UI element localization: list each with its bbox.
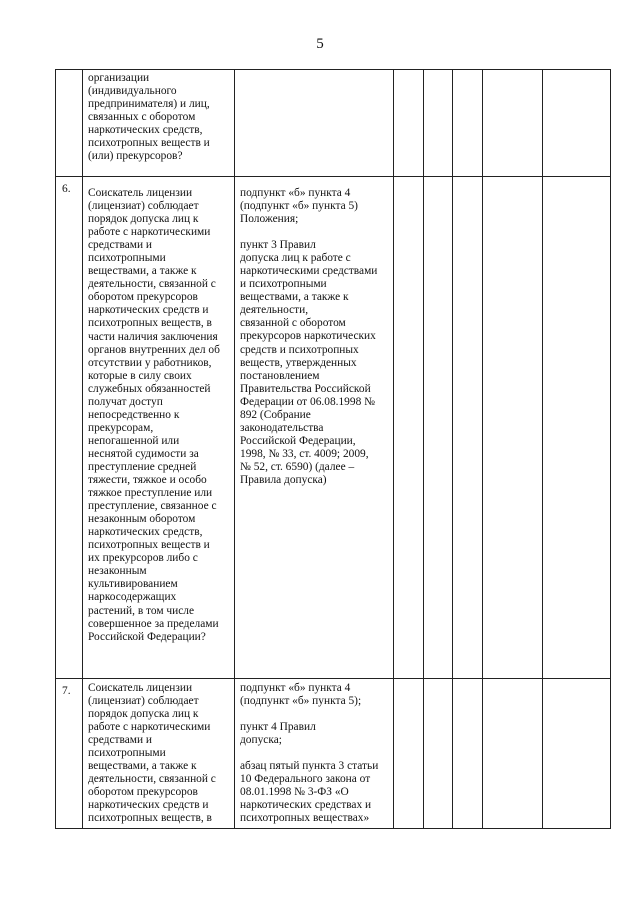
- text-line: органов внутренних дел об: [88, 343, 220, 356]
- text-line: наркосодержащих: [88, 591, 177, 604]
- text-line: незаконным оборотом: [88, 513, 196, 526]
- empty-answer-cell: [424, 70, 453, 177]
- empty-answer-cell: [394, 679, 424, 829]
- text-line: психотропными: [88, 747, 166, 760]
- text-line: законодательства: [240, 421, 324, 434]
- text-line: Федерации от 06.08.1998 №: [240, 395, 375, 408]
- text-line: предпринимателя) и лиц,: [88, 98, 210, 111]
- row-number: 7.: [62, 685, 71, 697]
- text-line: деятельности,: [240, 304, 309, 317]
- text-line: отсутствии у работников,: [88, 356, 212, 369]
- text-line: служебных обязанностей: [88, 382, 211, 395]
- legal-basis-cell: [235, 679, 394, 829]
- empty-answer-cell: [483, 679, 543, 829]
- legal-basis-cell: [235, 70, 394, 177]
- empty-answer-cell: [483, 177, 543, 679]
- text-line: веществами, а также к: [88, 265, 197, 278]
- empty-answer-cell: [483, 70, 543, 177]
- text-line: (подпункт «б» пункта 5);: [240, 695, 362, 708]
- text-line: № 52, ст. 6590) (далее –: [240, 460, 355, 473]
- text-line: средств и психотропных: [240, 343, 359, 356]
- text-line: которые в силу своих: [88, 369, 192, 382]
- text-line: наркотических средств и: [88, 799, 209, 812]
- text-line: 08.01.1998 № 3-ФЗ «О: [240, 786, 349, 799]
- text-line: культивированием: [88, 578, 178, 591]
- table-row: [56, 70, 611, 177]
- text-line: связанной с оборотом: [240, 317, 346, 330]
- table-row: [56, 679, 611, 829]
- text-line: (лицензиат) соблюдает: [88, 695, 199, 708]
- text-line: допуска;: [240, 734, 282, 747]
- text-line: оборотом прекурсоров: [88, 291, 198, 304]
- text-line: части наличия заключения: [88, 330, 218, 343]
- row-number: 6.: [62, 183, 71, 195]
- empty-answer-cell: [453, 177, 483, 679]
- empty-answer-cell: [543, 177, 611, 679]
- text-line: психотропными: [88, 252, 166, 265]
- text-line: Российской Федерации?: [88, 630, 206, 643]
- text-line: веществами, а также к: [240, 291, 349, 304]
- legal-basis-cell: [235, 177, 394, 679]
- text-line: наркотическими средствами: [240, 265, 378, 278]
- row-number-cell: [56, 679, 83, 829]
- text-line: (лицензиат) соблюдает: [88, 200, 199, 213]
- text-line: незаконным: [88, 565, 147, 578]
- text-line: психотропных веществ и: [88, 539, 210, 552]
- text-line: постановлением: [240, 369, 320, 382]
- text-line: 892 (Собрание: [240, 408, 311, 421]
- text-line: (или) прекурсоров?: [88, 150, 183, 163]
- text-line: работе с наркотическими: [88, 721, 211, 734]
- text-line: Соискатель лицензии: [88, 187, 193, 199]
- requirement-cell: [83, 679, 235, 829]
- text-line: наркотических средств,: [88, 124, 203, 137]
- text-line: связанных с оборотом: [88, 111, 196, 124]
- text-line: тяжкое преступление или: [88, 487, 213, 500]
- text-line: пункт 3 Правил: [240, 239, 316, 252]
- text-line: средствами и: [88, 734, 153, 747]
- text-line: растений, в том числе: [88, 604, 195, 617]
- text-line: веществами, а также к: [88, 760, 197, 773]
- text-line: психотропных веществ и: [88, 137, 210, 150]
- text-line: (индивидуального: [88, 85, 177, 98]
- text-line: наркотических средств и: [88, 304, 209, 317]
- table-row: [56, 177, 611, 679]
- text-line: непогашенной или: [88, 434, 180, 447]
- text-line: пункт 4 Правил: [240, 721, 316, 734]
- empty-answer-cell: [394, 70, 424, 177]
- text-line: тяжести, тяжкое и особо: [88, 474, 207, 487]
- paragraph-gap: [240, 226, 389, 239]
- text-line: Правила допуска): [240, 473, 327, 486]
- text-line: веществ, утвержденных: [240, 356, 357, 369]
- text-line: порядок допуска лиц к: [88, 708, 199, 721]
- text-line: допуска лиц к работе с: [240, 252, 351, 265]
- empty-answer-cell: [394, 177, 424, 679]
- text-line: Соискатель лицензии: [88, 682, 193, 694]
- text-line: 1998, № 33, ст. 4009; 2009,: [240, 447, 369, 460]
- text-line: преступление, связанное с: [88, 500, 217, 513]
- text-line: психотропных веществ, в: [88, 317, 212, 330]
- checklist-table: [55, 69, 611, 829]
- empty-answer-cell: [543, 70, 611, 177]
- text-line: Положения;: [240, 213, 299, 226]
- text-line: неснятой судимости за: [88, 447, 199, 460]
- text-line: 10 Федерального закона от: [240, 773, 371, 786]
- text-line: наркотических средств,: [88, 526, 203, 539]
- text-line: наркотических средствах и: [240, 799, 372, 812]
- text-line: непосредственно к: [88, 408, 180, 421]
- empty-answer-cell: [453, 70, 483, 177]
- paragraph-gap: [240, 708, 389, 721]
- empty-answer-cell: [424, 679, 453, 829]
- text-line: подпункт «б» пункта 4: [240, 187, 351, 199]
- text-line: средствами и: [88, 239, 153, 252]
- text-line: прекурсорам,: [88, 421, 154, 434]
- text-line: психотропных веществ, в: [88, 812, 212, 825]
- empty-answer-cell: [453, 679, 483, 829]
- text-line: оборотом прекурсоров: [88, 786, 198, 799]
- page-number: 5: [316, 36, 324, 52]
- row-number-cell: [56, 177, 83, 679]
- text-line: подпункт «б» пункта 4: [240, 682, 351, 694]
- row-number-cell: [56, 70, 83, 177]
- text-line: работе с наркотическими: [88, 226, 211, 239]
- text-line: абзац пятый пункта 3 статьи: [240, 760, 379, 773]
- empty-answer-cell: [543, 679, 611, 829]
- text-line: порядок допуска лиц к: [88, 213, 199, 226]
- text-line: организации: [88, 72, 150, 84]
- text-line: и психотропными: [240, 278, 327, 291]
- text-line: деятельности, связанной с: [88, 278, 216, 291]
- text-line: Правительства Российской: [240, 382, 371, 395]
- text-line: (подпункт «б» пункта 5): [240, 200, 358, 213]
- requirement-cell: [83, 70, 235, 177]
- text-line: психотропных веществах»: [240, 812, 370, 825]
- text-line: прекурсоров наркотических: [240, 330, 376, 343]
- requirement-cell: [83, 177, 235, 679]
- text-line: получат доступ: [88, 395, 163, 408]
- paragraph-gap: [240, 747, 389, 760]
- text-line: преступление средней: [88, 460, 197, 473]
- text-line: деятельности, связанной с: [88, 773, 216, 786]
- text-line: их прекурсоров либо с: [88, 552, 198, 565]
- text-line: совершенное за пределами: [88, 617, 219, 630]
- empty-answer-cell: [424, 177, 453, 679]
- text-line: Российской Федерации,: [240, 434, 356, 447]
